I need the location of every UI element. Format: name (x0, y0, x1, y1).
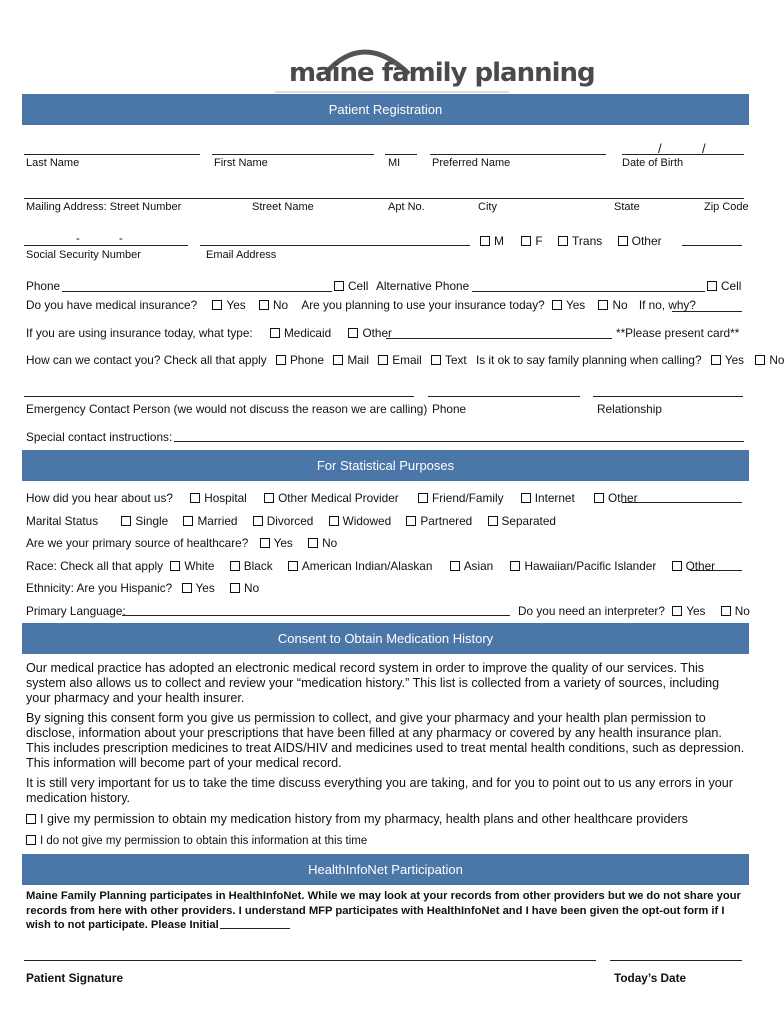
gender-other-field[interactable] (682, 245, 742, 246)
mi-field[interactable] (385, 154, 417, 155)
marital-married[interactable]: Married (183, 514, 237, 528)
first-name-label: First Name (214, 157, 268, 169)
section-header-registration: Patient Registration (22, 94, 749, 125)
interpreter-yes[interactable]: Yes (672, 604, 705, 618)
race-other-field[interactable] (690, 570, 742, 571)
hear-question: How did you hear about us? (26, 491, 173, 505)
marital-separated[interactable]: Separated (488, 514, 556, 528)
insurance-other-field[interactable] (386, 338, 612, 339)
insurance-if-no-field[interactable] (672, 311, 742, 312)
marital-single[interactable]: Single (121, 514, 168, 528)
race-other[interactable]: Other (672, 559, 716, 573)
checkbox-icon (276, 355, 286, 365)
insurance-using-question: Are you planning to use your insurance today? (301, 298, 545, 312)
race-white[interactable]: White (170, 559, 214, 573)
language-label: Primary Language: (26, 604, 126, 618)
hear-row (26, 491, 638, 505)
race-black[interactable]: Black (230, 559, 273, 573)
checkbox-icon (259, 300, 269, 310)
consent-paragraph-1: Our medical practice has adopted an electronic medical record system in order to improve the quality of our services. This system also allows us to collect and review your “medication history.” This list is collected from a variety of sources, including your pharmacy and your health insurer. (26, 661, 720, 705)
hear-other-provider[interactable]: Other Medical Provider (264, 491, 399, 505)
family-planning-yes[interactable]: Yes (711, 353, 744, 367)
mi-label: MI (388, 157, 401, 169)
phone-row (26, 279, 60, 293)
gender-f[interactable]: F (521, 234, 542, 248)
checkbox-icon (230, 583, 240, 593)
marital-widowed[interactable]: Widowed (329, 514, 392, 528)
ssn-label: Social Security Number (26, 249, 141, 261)
todays-date-field[interactable] (610, 960, 742, 961)
marital-row (26, 514, 556, 528)
state-label: State (614, 201, 640, 213)
family-planning-no[interactable]: No (755, 353, 784, 367)
consent-paragraph-2: By signing this consent form you give us permission to collect, and give your pharmacy and your health plan permission to disclose, information about your prescriptions that have been filled at any pharmacy or covered by any health insurance plan. This includes prescription medicines to treat AIDS/HIV and medicines used to treat mental health conditions, such as depression. This information will become part of your medical record. (26, 711, 745, 770)
logo (275, 34, 595, 96)
street-number-label: Mailing Address: Street Number (26, 201, 182, 213)
checkbox-icon (170, 561, 180, 571)
checkbox-icon (598, 300, 608, 310)
initial-field[interactable] (220, 928, 290, 929)
insurance-other[interactable]: Other (348, 326, 392, 340)
contact-row (26, 353, 784, 367)
city-label: City (478, 201, 497, 213)
marital-partnered[interactable]: Partnered (406, 514, 472, 528)
race-asian[interactable]: Asian (450, 559, 494, 573)
checkbox-icon (558, 236, 568, 246)
checkbox-icon (711, 355, 721, 365)
hear-other-field[interactable] (622, 502, 742, 503)
insurance-medicaid[interactable]: Medicaid (270, 326, 331, 340)
primary-row (26, 536, 337, 550)
checkbox-icon (333, 355, 343, 365)
interpreter-question: Do you need an interpreter? (518, 604, 665, 618)
checkbox-icon (378, 355, 388, 365)
preferred-name-label: Preferred Name (432, 157, 511, 169)
race-label: Race: Check all that apply (26, 559, 164, 573)
insurance-if-no-label: If no, why? (638, 298, 696, 312)
emergency-relationship-label: Relationship (597, 402, 662, 416)
checkbox-icon (755, 355, 765, 365)
consent-not-give-option[interactable]: I do not give my permission to obtain this information at this time (26, 835, 367, 847)
hear-internet[interactable]: Internet (521, 491, 575, 505)
checkbox-icon (521, 493, 531, 503)
checkbox-icon (521, 236, 531, 246)
contact-text[interactable]: Text (431, 353, 467, 367)
checkbox-icon (26, 835, 36, 845)
emergency-relationship-field[interactable] (593, 396, 743, 397)
checkbox-icon (431, 355, 441, 365)
zip-label: Zip Code (704, 201, 749, 213)
marital-divorced[interactable]: Divorced (253, 514, 314, 528)
ethnicity-yes[interactable]: Yes (182, 581, 215, 595)
contact-email[interactable]: Email (378, 353, 422, 367)
gender-trans[interactable]: Trans (558, 234, 602, 248)
race-hawaiian[interactable]: Hawaiian/Pacific Islander (510, 559, 656, 573)
primary-yes[interactable]: Yes (260, 536, 293, 550)
dob-field[interactable] (622, 154, 744, 155)
emergency-person-label: Emergency Contact Person (we would not discuss the reason we are calling) (26, 402, 428, 416)
apt-label: Apt No. (388, 201, 425, 213)
checkbox-icon (618, 236, 628, 246)
insurance-using-yes[interactable]: Yes (552, 298, 585, 312)
ssn-dash-2: - (119, 233, 123, 245)
mailing-address-field[interactable] (24, 198, 744, 199)
marital-label: Marital Status (26, 514, 99, 528)
checkbox-icon (348, 328, 358, 338)
present-card-note: **Please present card** (616, 326, 740, 340)
section-header-healthinfonet: HealthInfoNet Participation (22, 854, 749, 885)
insurance-row (26, 298, 696, 312)
last-name-field[interactable] (24, 154, 200, 155)
logo-text: maine family planning (289, 58, 595, 88)
section-header-consent: Consent to Obtain Medication History (22, 623, 749, 654)
phone-label: Phone (26, 279, 61, 293)
ethnicity-label: Ethnicity: Are you Hispanic? (26, 581, 173, 595)
ethnicity-no[interactable]: No (230, 581, 259, 595)
dob-slash-1: / (658, 141, 662, 156)
healthinfonet-paragraph: Maine Family Planning participates in HealthInfoNet. While we may look at your records from other providers but we do not share your records from here with other providers. I understand MFP participates with HealthInfoNet and I have been given the opt-out form if I wish to not participate. Please Initial (26, 890, 741, 931)
checkbox-icon (212, 300, 222, 310)
checkbox-icon (488, 516, 498, 526)
preferred-name-field[interactable] (430, 154, 606, 155)
contact-question: How can we contact you? Check all that apply (26, 353, 267, 367)
first-name-field[interactable] (212, 154, 374, 155)
checkbox-icon (182, 583, 192, 593)
insurance-question: Do you have medical insurance? (26, 298, 198, 312)
checkbox-icon (450, 561, 460, 571)
checkbox-icon (552, 300, 562, 310)
email-label: Email Address (206, 249, 277, 261)
emergency-phone-label: Phone (432, 402, 467, 416)
checkbox-icon (707, 281, 717, 291)
special-instructions-label: Special contact instructions: (26, 430, 173, 444)
race-row (26, 559, 715, 573)
checkbox-icon (253, 516, 263, 526)
checkbox-icon (190, 493, 200, 503)
todays-date-label: Today’s Date (614, 971, 687, 985)
email-field[interactable] (200, 245, 470, 246)
ssn-dash-1: - (76, 233, 80, 245)
checkbox-icon (672, 561, 682, 571)
consent-paragraph-3: It is still very important for us to take the time discuss everything you are taking, and for you to point out to us any errors in your medication history. (26, 776, 733, 805)
checkbox-icon (480, 236, 490, 246)
primary-no[interactable]: No (308, 536, 337, 550)
hear-other[interactable]: Other (594, 491, 638, 505)
checkbox-icon (418, 493, 428, 503)
special-instructions-field[interactable] (174, 441, 744, 442)
checkbox-icon (260, 538, 270, 548)
checkbox-icon (264, 493, 274, 503)
primary-question: Are we your primary source of healthcare? (26, 536, 249, 550)
checkbox-icon (26, 814, 36, 824)
checkbox-icon (230, 561, 240, 571)
street-name-label: Street Name (252, 201, 314, 213)
insurance-no[interactable]: No (259, 298, 288, 312)
ssn-field[interactable] (24, 245, 188, 246)
gender-m[interactable]: M (480, 234, 504, 248)
hear-friend-family[interactable]: Friend/Family (418, 491, 503, 505)
insurance-type-question: If you are using insurance today, what type: (26, 326, 253, 340)
interpreter-row (518, 604, 750, 618)
phone-cell-option[interactable]: Cell (334, 279, 368, 293)
alt-phone-field[interactable] (472, 291, 705, 292)
checkbox-icon (183, 516, 193, 526)
interpreter-no[interactable]: No (721, 604, 750, 618)
dob-label: Date of Birth (622, 157, 684, 169)
checkbox-icon (510, 561, 520, 571)
phone-field[interactable] (62, 291, 332, 292)
patient-signature-label: Patient Signature (26, 971, 124, 985)
race-american-indian[interactable]: American Indian/Alaskan (288, 559, 433, 573)
alt-phone-cell-option[interactable]: Cell (707, 279, 741, 293)
checkbox-icon (308, 538, 318, 548)
patient-signature-field[interactable] (24, 960, 596, 961)
emergency-phone-field[interactable] (428, 396, 580, 397)
consent-give-option[interactable]: I give my permission to obtain my medication history from my pharmacy, health plans and other healthcare providers (26, 812, 688, 826)
dob-slash-2: / (702, 141, 706, 156)
checkbox-icon (594, 493, 604, 503)
gender-other[interactable]: Other (618, 234, 662, 248)
contact-mail[interactable]: Mail (333, 353, 369, 367)
checkbox-icon (406, 516, 416, 526)
alt-phone-label: Alternative Phone (376, 279, 470, 293)
checkbox-icon (334, 281, 344, 291)
checkbox-icon (121, 516, 131, 526)
insurance-type-row (26, 326, 392, 340)
checkbox-icon (270, 328, 280, 338)
insurance-using-no[interactable]: No (598, 298, 627, 312)
checkbox-icon (288, 561, 298, 571)
insurance-yes[interactable]: Yes (212, 298, 245, 312)
last-name-label: Last Name (26, 157, 80, 169)
family-planning-question: Is it ok to say family planning when calling? (475, 353, 702, 367)
ethnicity-row (26, 581, 259, 595)
checkbox-icon (721, 606, 731, 616)
section-header-statistical: For Statistical Purposes (22, 450, 749, 481)
gender-options (480, 234, 662, 248)
checkbox-icon (329, 516, 339, 526)
hear-hospital[interactable]: Hospital (190, 491, 247, 505)
contact-phone[interactable]: Phone (276, 353, 324, 367)
emergency-person-field[interactable] (24, 396, 414, 397)
language-field[interactable] (122, 615, 510, 616)
checkbox-icon (672, 606, 682, 616)
